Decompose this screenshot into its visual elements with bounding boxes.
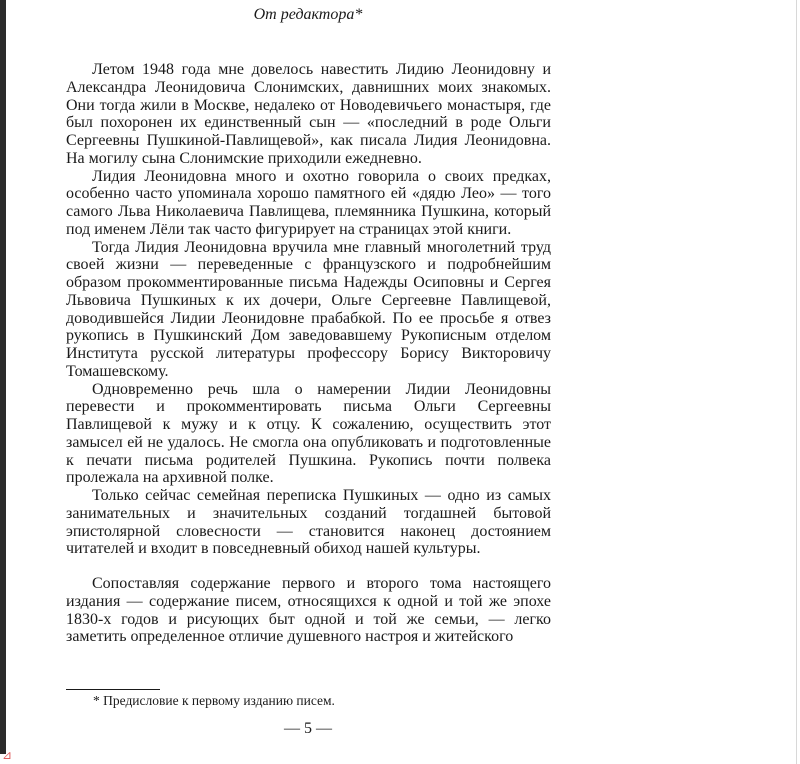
footnote-separator xyxy=(66,689,160,690)
corner-mark-icon: ⊿ xyxy=(2,748,13,762)
page-number: — 5 — xyxy=(284,720,332,737)
main-text xyxy=(66,61,551,646)
paragraph: Летом 1948 года мне довелось навестить Лидию Леонидовну и Александра Леонидовича Слонимских, давнишних моих знакомых. Они тогда жили в Москве, недалеко от Новодевичьего монастыря, где был похоронен их единственный сын — «последний в роде Ольги Сергеевны Пушкиной-Павлищевой», как писала Лидия Леонидовна. На могилу сына Слонимские приходили ежедневно. xyxy=(66,61,551,167)
footnote: * Предисловие к первому изданию писем. xyxy=(93,693,335,708)
paragraph: Тогда Лидия Леонидовна вручила мне главный многолетний труд своей жизни — переведенные с французского и подробнейшим образом прокомментированные письма Надежды Осиповны и Сергея Львовича Пушкиных к их дочери, Ольге Сергеевне Павлищевой, доводившейся Лидии Леонидовне прабабкой. По ее просьбе я отвез рукопись в Пушкинский Дом заведовавшему Рукописным отделом Института русской литературы профессору Борису Викторовичу Томашевскому. xyxy=(66,238,551,380)
paragraph: Сопоставляя содержание первого и второго тома настоящего издания — содержание писем, относящихся к одной и той же эпохе 1830-х годов и рисующих быт одной и той же семьи, — легко заметить определенное отличие душевного настроя и житейского xyxy=(66,575,551,646)
paragraph: Одновременно речь шла о намерении Лидии Леонидовны перевести и прокомментировать письма Ольги Сергеевны Павлищевой к мужу и к отцу. К сожалению, осуществить этот замысел ей не удалось. Не смогла она опубликовать и подготовленные к печати письма родителей Пушкина. Рукопись почти полвека пролежала на архивной полке. xyxy=(66,380,551,487)
page-left-border xyxy=(0,0,6,754)
paragraph: Только сейчас семейная переписка Пушкиных — одно из самых занимательных и значительных созданий тогдашней бытовой эпистолярной словесности — становится наконец достоянием читателей и входит в повседневный обиход нашей культуры. xyxy=(66,487,551,558)
paragraph: Лидия Леонидовна много и охотно говорила о своих предках, особенно часто упоминала хорошо памятного ей «дядю Лео» — того самого Льва Николаевича Павлищева, племянника Пушкина, который под именем Лёли так часто фигурирует на страницах этой книги. xyxy=(66,167,551,238)
running-title: От редактора* xyxy=(253,6,363,23)
page-right-border xyxy=(796,0,797,764)
